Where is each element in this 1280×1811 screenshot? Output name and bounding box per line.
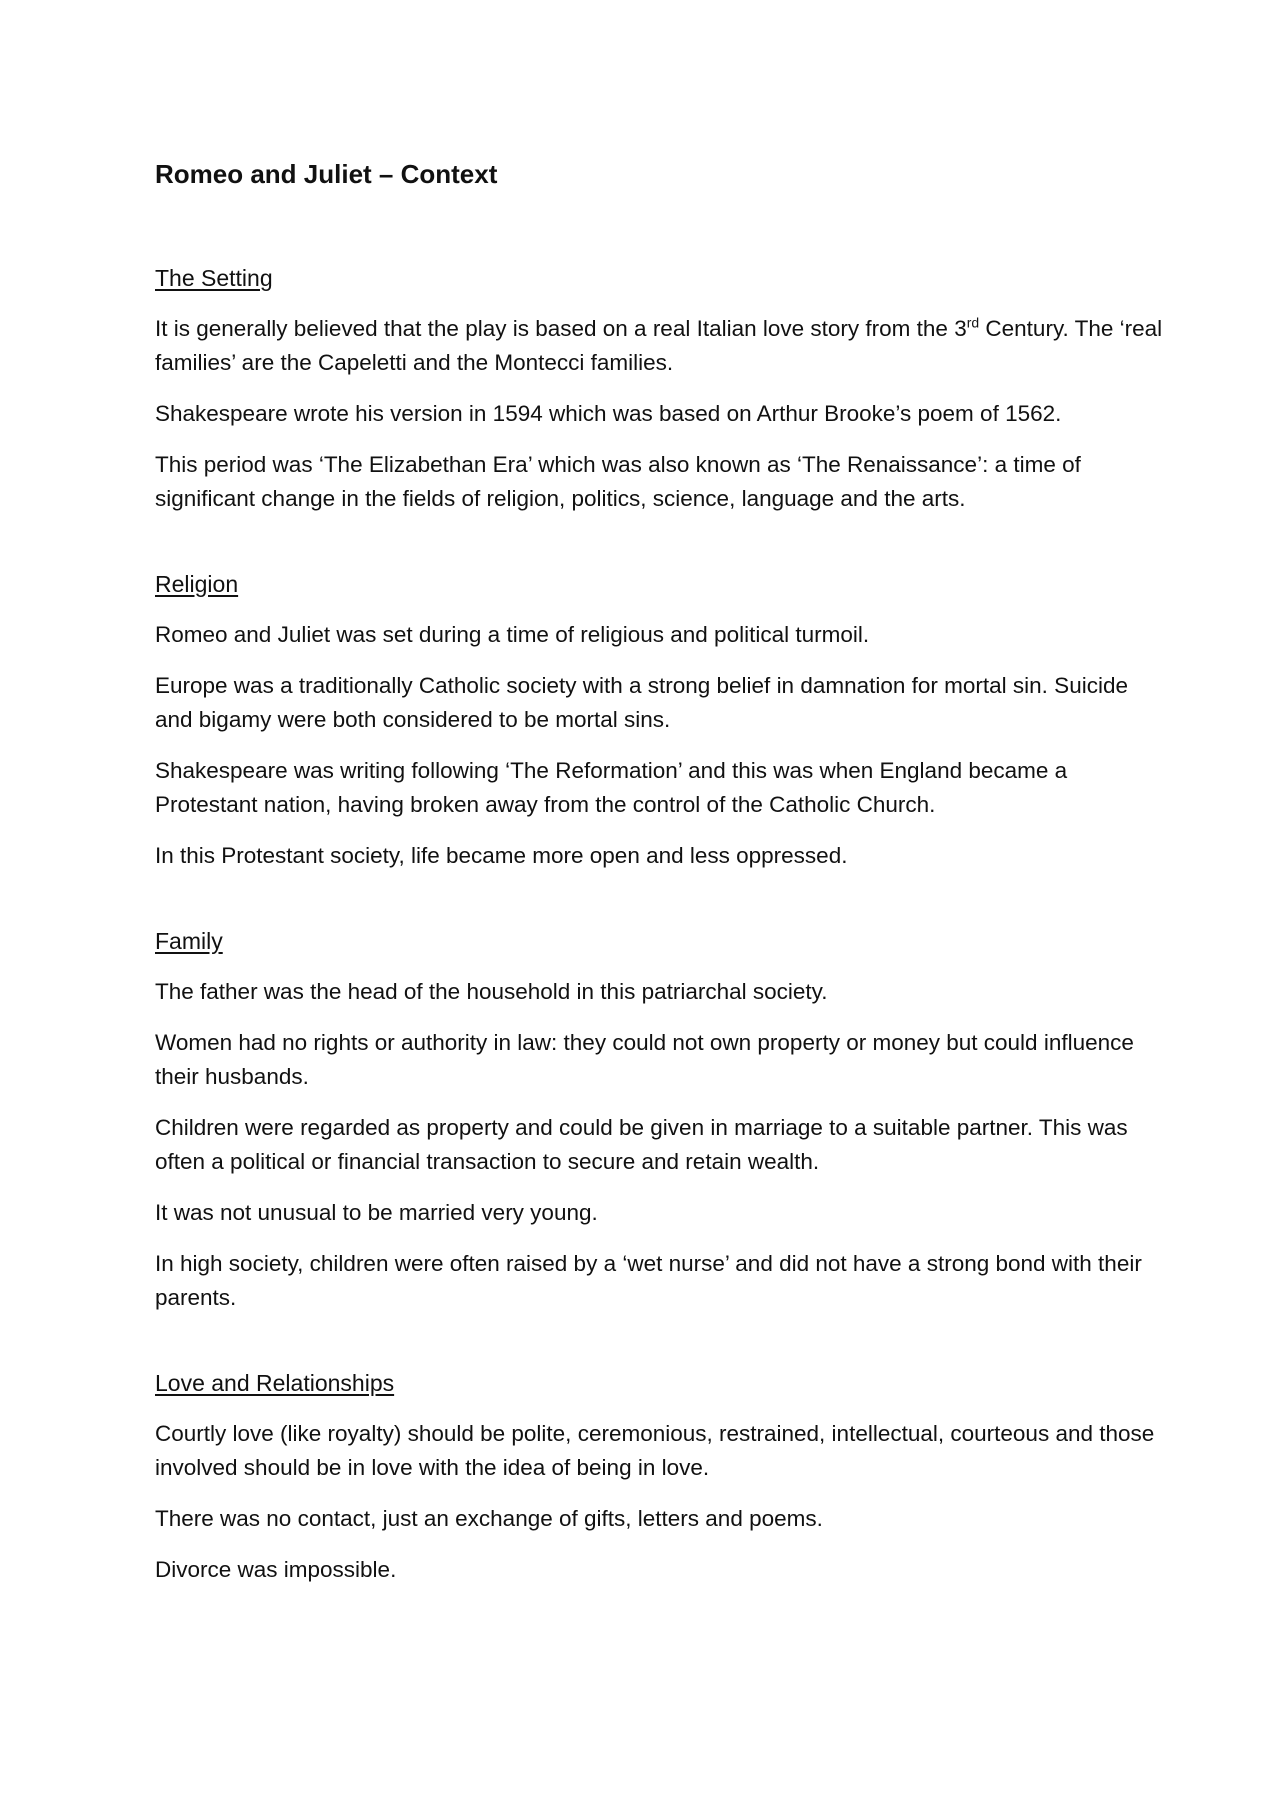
paragraph: In this Protestant society, life became more open and less oppressed. [155, 843, 848, 868]
section-heading: Love and Relationships [155, 1370, 395, 1396]
paragraph: Shakespeare wrote his version in 1594 which was based on Arthur Brooke’s poem of 1562. [155, 401, 1062, 426]
paragraph-text: Century. The ‘real families’ are the Capeletti and the Montecci families. [155, 316, 1163, 375]
section-the-setting [155, 262, 1165, 516]
paragraph: This period was ‘The Elizabethan Era’ which was also known as ‘The Renaissance’: a time of significant change in the fields of religion, politics, science, language and the arts. [155, 452, 1081, 511]
paragraph: Women had no rights or authority in law: they could not own property or money but could influence their husbands. [155, 1030, 1134, 1089]
paragraph [155, 312, 1165, 380]
paragraph: Romeo and Juliet was set during a time of religious and political turmoil. [155, 622, 870, 647]
document-page [155, 156, 1165, 1639]
paragraph: Courtly love (like royalty) should be polite, ceremonious, restrained, intellectual, courteous and those involved should be in love with the idea of being in love. [155, 1421, 1155, 1480]
paragraph: Shakespeare was writing following ‘The Reformation’ and this was when England became a Protestant nation, having broken away from the control of the Catholic Church. [155, 758, 1068, 817]
section-heading: Family [155, 928, 223, 954]
paragraph: Divorce was impossible. [155, 1557, 397, 1582]
paragraph: Europe was a traditionally Catholic society with a strong belief in damnation for mortal sin. Suicide and bigamy were both considered to be mortal sins. [155, 673, 1128, 732]
section-heading: Religion [155, 571, 239, 597]
paragraph: In high society, children were often raised by a ‘wet nurse’ and did not have a strong bond with their parents. [155, 1251, 1142, 1310]
section-love-and-relationships [155, 1367, 1165, 1587]
paragraph: Children were regarded as property and could be given in marriage to a suitable partner. This was often a political or financial transaction to secure and retain wealth. [155, 1115, 1128, 1174]
section-family [155, 925, 1165, 1315]
paragraph-text: It is generally believed that the play is based on a real Italian love story from the 3 [155, 316, 967, 341]
paragraph: It was not unusual to be married very young. [155, 1200, 598, 1225]
section-religion [155, 568, 1165, 873]
paragraph: The father was the head of the household in this patriarchal society. [155, 979, 828, 1004]
section-heading: The Setting [155, 265, 273, 291]
document-title: Romeo and Juliet – Context [155, 159, 498, 189]
paragraph: There was no contact, just an exchange of gifts, letters and poems. [155, 1506, 823, 1531]
ordinal-suffix: rd [966, 314, 980, 331]
